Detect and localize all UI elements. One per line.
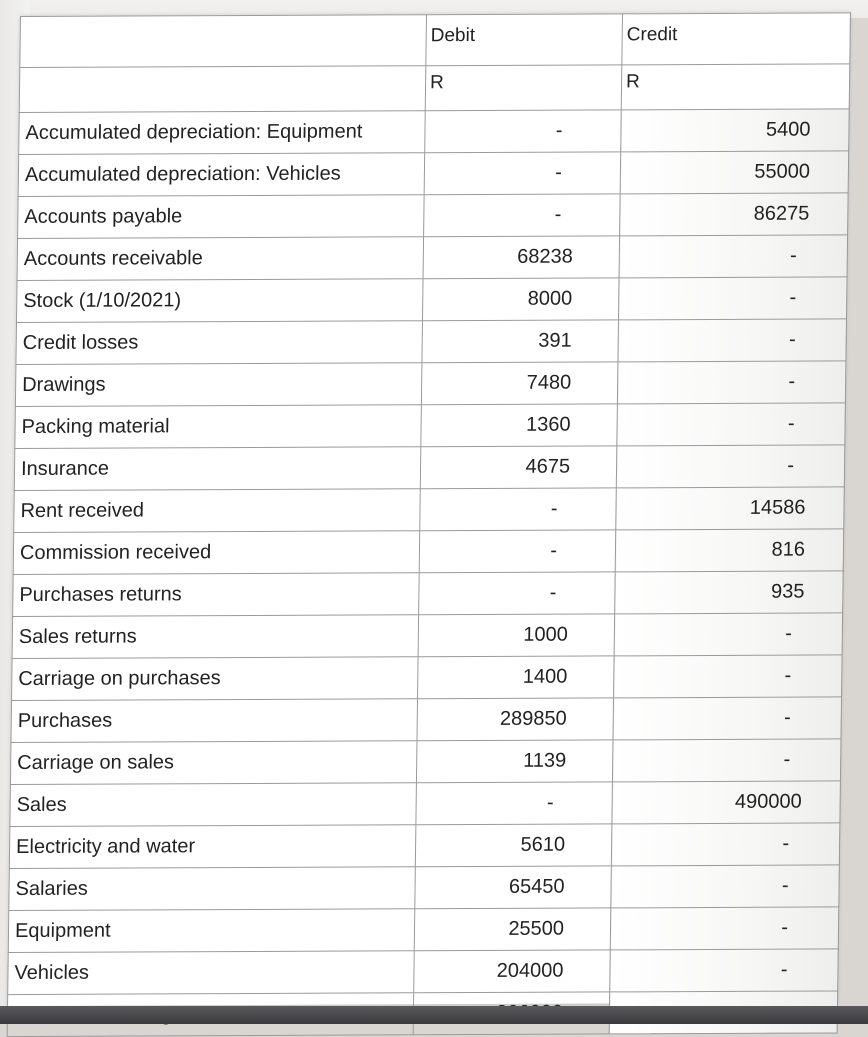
- account-name: Electricity and water: [9, 825, 416, 869]
- debit-value: 8000: [422, 278, 619, 321]
- trial-balance-sheet: [7, 12, 850, 1006]
- debit-value: 1400: [418, 656, 615, 699]
- trial-balance-table: [7, 12, 851, 1037]
- table-row: [18, 193, 849, 239]
- credit-value: 5400: [621, 109, 850, 152]
- account-name: Accumulated depreciation: Equipment: [19, 111, 426, 155]
- credit-value: 490000: [612, 781, 841, 824]
- credit-value: -: [613, 697, 842, 740]
- table-row: [10, 739, 841, 785]
- debit-value: 204000: [414, 950, 611, 993]
- table-row: [13, 529, 844, 575]
- debit-value: 1000: [418, 614, 615, 657]
- photo-background-bottom: [0, 1006, 868, 1024]
- account-name: Accumulated depreciation: Vehicles: [18, 153, 425, 197]
- header-account-cell: [20, 15, 427, 68]
- table-row: [16, 319, 847, 365]
- account-name: Rent received: [14, 489, 421, 533]
- account-name: Credit losses: [16, 321, 423, 365]
- credit-value: 816: [615, 529, 844, 572]
- table-row: [15, 403, 846, 449]
- credit-header: Credit: [622, 13, 851, 65]
- debit-value: -: [424, 152, 621, 195]
- debit-value: 68238: [423, 236, 620, 279]
- table-row: [8, 907, 839, 953]
- debit-value: 65450: [415, 866, 612, 909]
- table-row: [17, 235, 848, 281]
- credit-value: 935: [615, 571, 844, 614]
- debit-currency: R: [425, 65, 622, 111]
- account-name: Vehicles: [8, 951, 415, 995]
- credit-value: 86275: [620, 193, 849, 236]
- account-name: Accounts receivable: [17, 237, 424, 281]
- account-rows: [7, 109, 849, 1037]
- credit-value: -: [611, 865, 840, 908]
- account-name: Accounts payable: [18, 195, 425, 239]
- table-row: [8, 949, 839, 995]
- debit-value: 25500: [414, 908, 611, 951]
- credit-value: -: [617, 403, 846, 446]
- account-name: Salaries: [9, 867, 416, 911]
- table-row: [16, 277, 847, 323]
- table-row: [15, 361, 846, 407]
- credit-value: -: [614, 613, 843, 656]
- credit-value: -: [611, 823, 840, 866]
- account-name: Equipment: [8, 909, 415, 953]
- debit-value: 1360: [421, 404, 618, 447]
- table-row: [9, 865, 840, 911]
- account-name: Purchases: [11, 699, 418, 743]
- debit-header: Debit: [426, 14, 623, 66]
- table-row: [9, 823, 840, 869]
- debit-value: 391: [422, 320, 619, 363]
- table-row: [13, 571, 844, 617]
- debit-value: 5610: [415, 824, 612, 867]
- table-row: [14, 487, 845, 533]
- credit-value: 55000: [620, 151, 849, 194]
- account-name: Carriage on purchases: [12, 657, 419, 701]
- debit-value: -: [416, 782, 613, 825]
- debit-value: -: [424, 194, 621, 237]
- currency-account-cell: [19, 66, 426, 113]
- debit-value: -: [419, 572, 616, 615]
- account-name: Carriage on sales: [10, 741, 417, 785]
- debit-value: 1139: [416, 740, 613, 783]
- credit-value: -: [617, 361, 846, 404]
- account-name: Insurance: [14, 447, 421, 491]
- credit-value: -: [619, 235, 848, 278]
- header-row: [20, 13, 851, 68]
- currency-row: [19, 64, 850, 113]
- table-row: [11, 697, 842, 743]
- account-name: Packing material: [15, 405, 422, 449]
- debit-value: -: [419, 530, 616, 573]
- debit-value: 7480: [421, 362, 618, 405]
- table-row: [10, 781, 841, 827]
- credit-value: -: [616, 445, 845, 488]
- debit-value: -: [425, 110, 622, 153]
- account-name: Drawings: [15, 363, 422, 407]
- table-row: [19, 109, 850, 155]
- account-name: Stock (1/10/2021): [16, 279, 423, 323]
- credit-value: -: [612, 739, 841, 782]
- table-row: [18, 151, 849, 197]
- credit-value: 14586: [616, 487, 845, 530]
- table-row: [12, 613, 843, 659]
- debit-value: 289850: [417, 698, 614, 741]
- debit-value: 4675: [420, 446, 617, 489]
- debit-value: -: [420, 488, 617, 531]
- table-row: [14, 445, 845, 491]
- account-name: Sales returns: [12, 615, 419, 659]
- account-name: Purchases returns: [13, 573, 420, 617]
- credit-value: -: [610, 949, 839, 992]
- credit-value: -: [610, 907, 839, 950]
- credit-value: -: [618, 319, 847, 362]
- credit-value: -: [614, 655, 843, 698]
- account-name: Commission received: [13, 531, 420, 575]
- account-name: Sales: [10, 783, 417, 827]
- table-row: [12, 655, 843, 701]
- credit-value: -: [618, 277, 847, 320]
- credit-currency: R: [621, 64, 850, 110]
